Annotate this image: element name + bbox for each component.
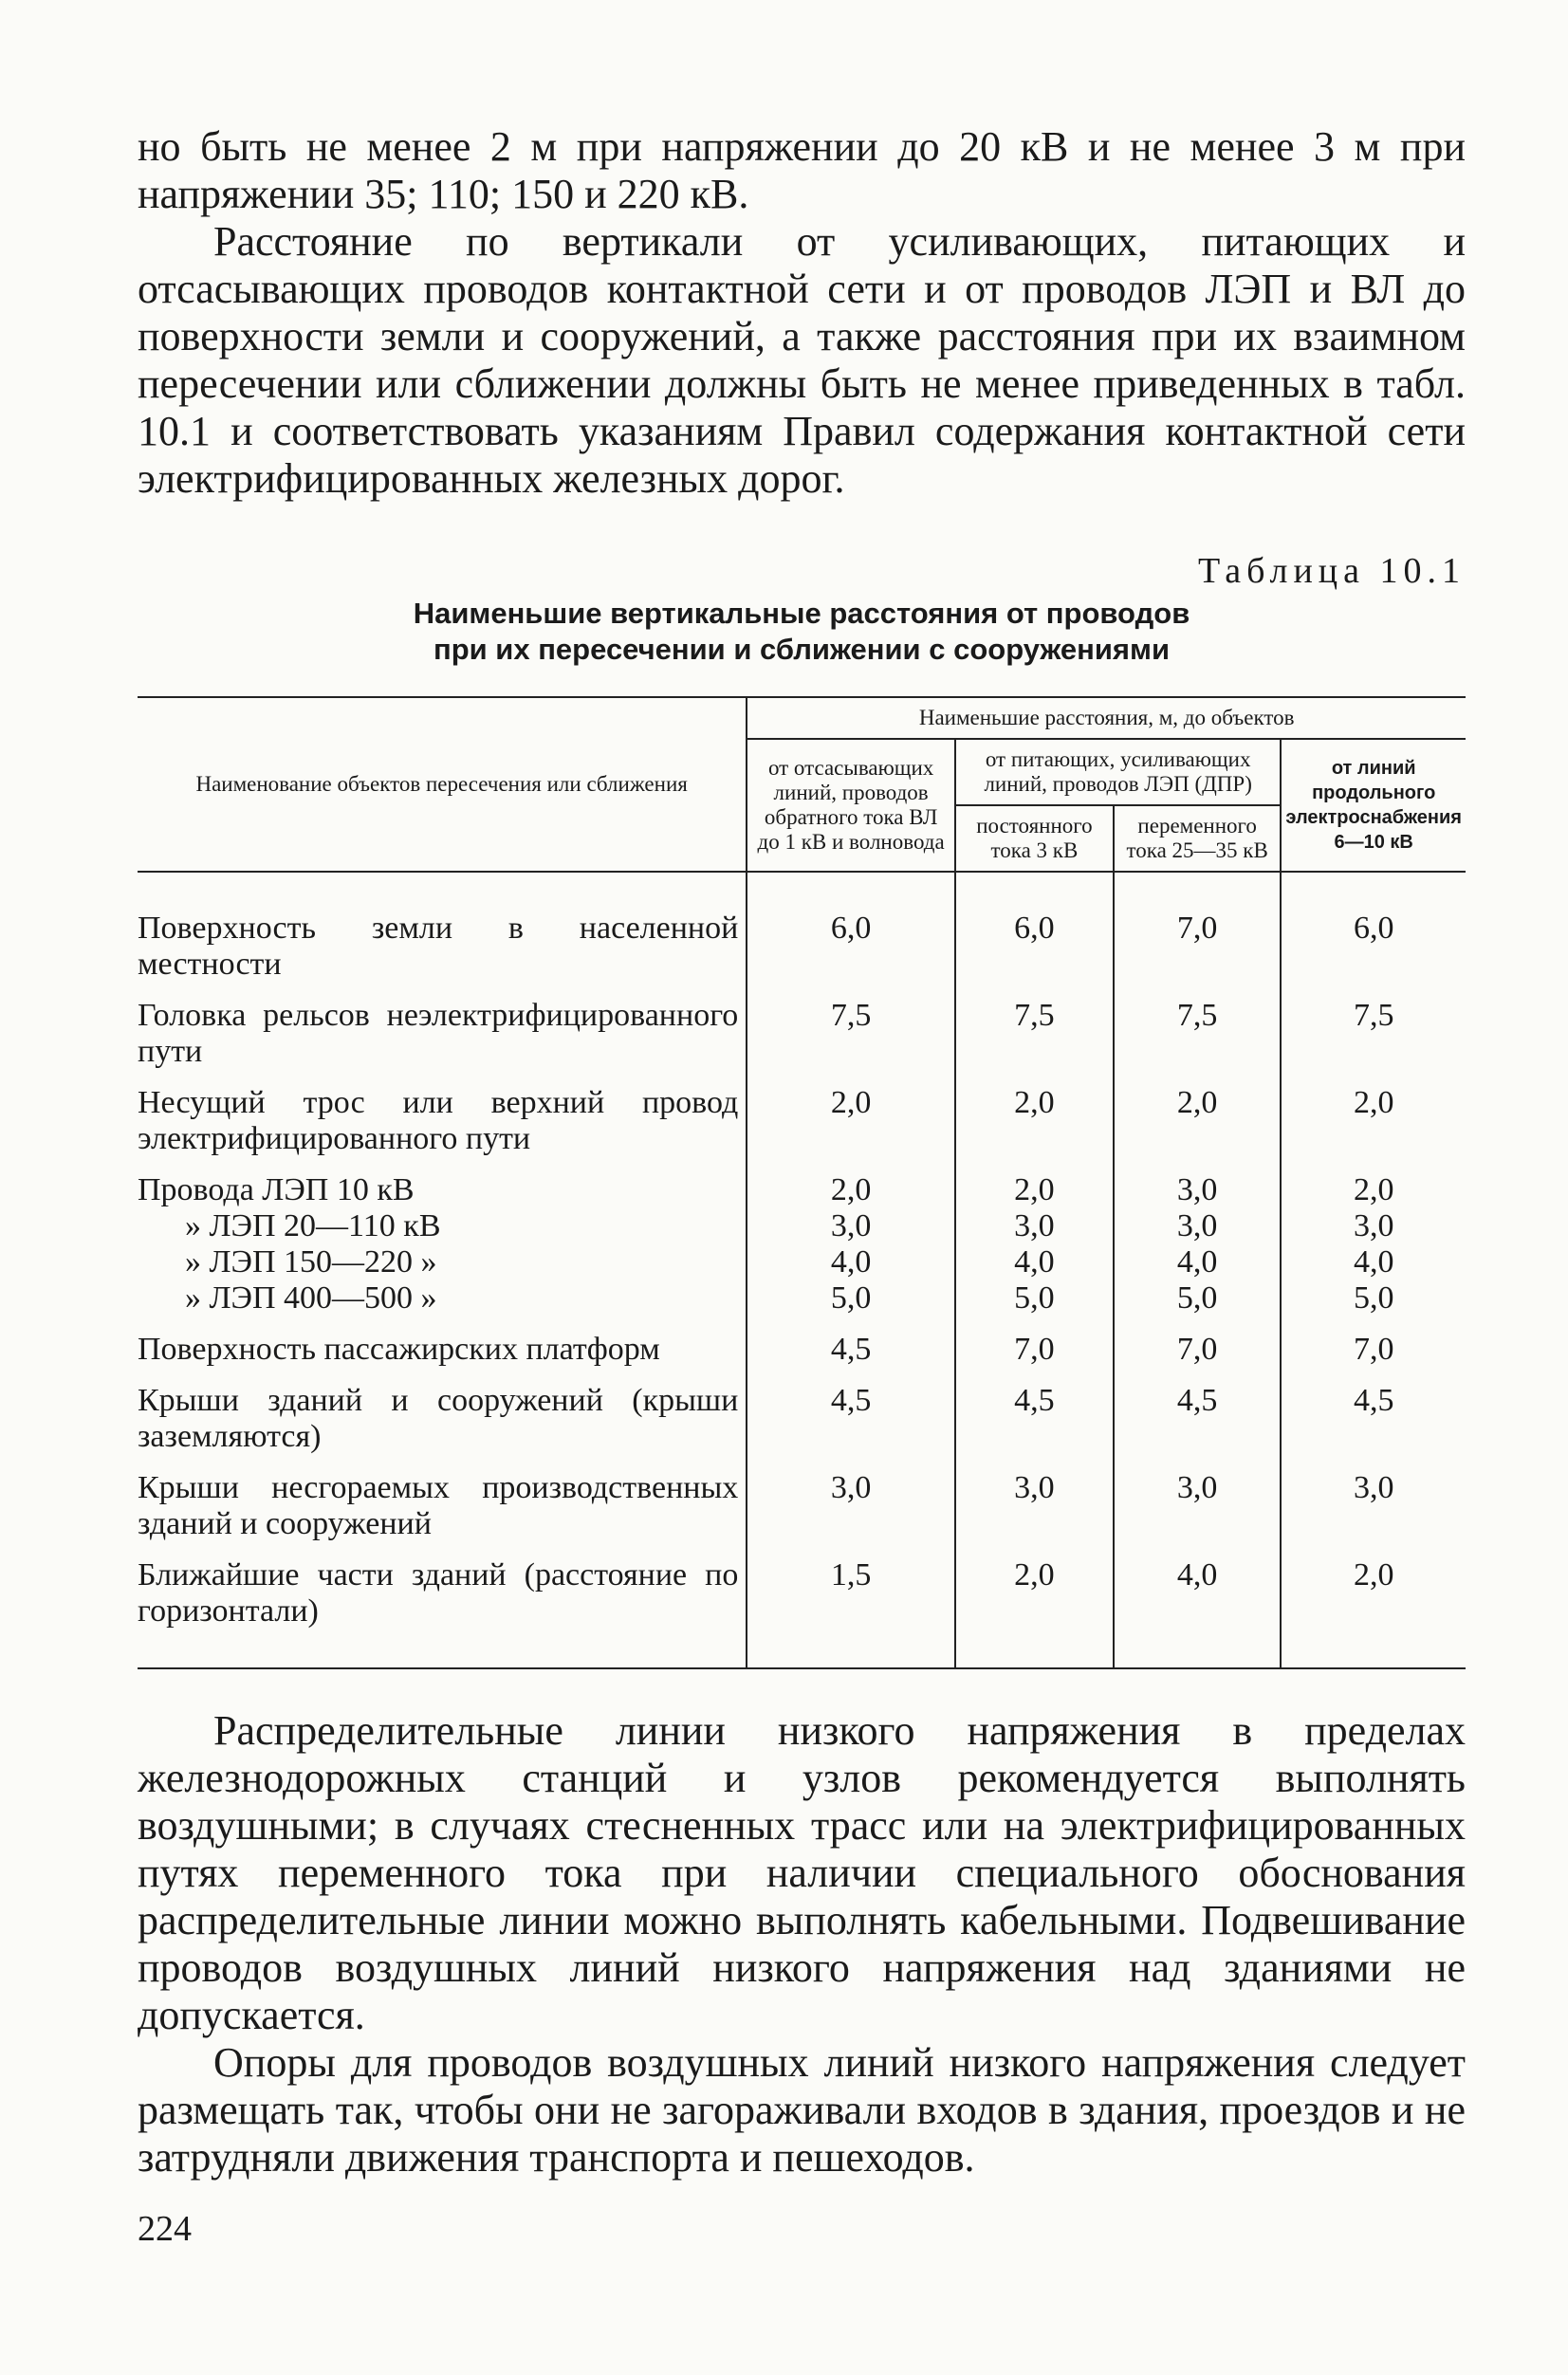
lep-line: » ЛЭП 20—110 кВ: [185, 1208, 441, 1243]
cell-value: 2,0: [1353, 1172, 1394, 1207]
cell-value: 7,5: [1114, 992, 1281, 1079]
cell-value: 4,0: [1353, 1244, 1394, 1280]
cell-value: 7,5: [747, 992, 955, 1079]
cell-values-lep-col-4: [1281, 1167, 1466, 1326]
cell-value: 7,0: [1114, 872, 1281, 992]
cell-value: 4,5: [1114, 1377, 1281, 1464]
cell-value: 3,0: [1281, 1464, 1466, 1552]
cell-value: 4,0: [1114, 1552, 1281, 1668]
row-name: Поверхность земли в населенной местности: [138, 911, 739, 982]
cell-value: 2,0: [1281, 1552, 1466, 1668]
cell-value: 2,0: [1014, 1172, 1055, 1207]
row-name: Несущий трос или верхний провод электрифицированного пути: [138, 1085, 739, 1156]
cell-value: 2,0: [747, 1079, 955, 1167]
header-name-col: Наименование объектов пересечения или сближения: [138, 697, 747, 872]
table-row: [138, 1552, 1466, 1668]
cell-value: 7,5: [955, 992, 1114, 1079]
page-number: 224: [138, 2209, 192, 2249]
cell-value: 5,0: [1353, 1280, 1394, 1316]
cell-value: 7,5: [1281, 992, 1466, 1079]
row-name: Ближайшие части зданий (расстояние по горизонтали): [138, 1557, 739, 1629]
cell-value: 5,0: [1176, 1280, 1218, 1316]
table-row: [138, 1326, 1466, 1377]
cell-value: 7,0: [1114, 1326, 1281, 1377]
cell-value: 3,0: [1353, 1208, 1394, 1243]
row-name-lep: [138, 1167, 747, 1326]
header-col-23-group: от питающих, усиливающих линий, проводов ЛЭП (ДПР): [955, 739, 1281, 805]
cell-value: 4,0: [1014, 1244, 1055, 1280]
table-row: [138, 1464, 1466, 1552]
cell-value: 4,5: [747, 1377, 955, 1464]
lep-line: » ЛЭП 150—220 »: [185, 1244, 437, 1280]
header-col-4: от линий продольного электроснабжения 6—10 кВ: [1281, 739, 1466, 872]
paragraph-3: Распределительные линии низкого напряжения в пределах железнодорожных станций и узлов рекомендуется выполнять воздушными; в случаях стесненных трасс или на электрифицированных путях переменного тока при наличии специального обоснования распределительные линии можно выполнять кабельными. Подвешивание проводов воздушных линий низкого напряжения над зданиями не допускается.: [138, 1707, 1466, 2038]
row-name: Крыши зданий и сооружений (крыши заземляются): [138, 1383, 739, 1454]
cell-values-lep-col-3: [1114, 1167, 1281, 1326]
cell-value: 5,0: [830, 1280, 872, 1316]
header-group: Наименьшие расстояния, м, до объектов: [747, 697, 1466, 739]
intro-paragraph-1: но быть не менее 2 м при напряжении до 20 кВ и не менее 3 м при напряжении 35; 110; 150 и 220 кВ.: [138, 123, 1466, 217]
header-col-2: постоянного тока 3 кВ: [955, 805, 1114, 872]
table-title: [138, 596, 1466, 668]
header-col-1: от отсасывающих линий, проводов обратного тока ВЛ до 1 кВ и волновода: [747, 739, 955, 872]
table-row: [138, 1079, 1466, 1167]
header-col-3: переменного тока 25—35 кВ: [1114, 805, 1281, 872]
cell-value: 4,5: [1281, 1377, 1466, 1464]
table-row: [138, 992, 1466, 1079]
cell-value: 6,0: [747, 872, 955, 992]
cell-value: 3,0: [1114, 1464, 1281, 1552]
cell-value: 4,5: [747, 1326, 955, 1377]
cell-value: 2,0: [830, 1172, 872, 1207]
table-title-line-1: Наименьшие вертикальные расстояния от проводов: [413, 597, 1190, 630]
cell-value: 3,0: [1176, 1208, 1218, 1243]
cell-value: 1,5: [747, 1552, 955, 1668]
cell-value: 2,0: [1114, 1079, 1281, 1167]
cell-value: 5,0: [1014, 1280, 1055, 1316]
cell-value: 4,5: [955, 1377, 1114, 1464]
cell-value: 2,0: [955, 1079, 1114, 1167]
table-label: Таблица 10.1: [1197, 551, 1466, 591]
intro-paragraph-2: Расстояние по вертикали от усиливающих, питающих и отсасывающих проводов контактной сети и от проводов ЛЭП и ВЛ до поверхности земли и сооружений, а также расстояния при их взаимном пересечении или сближении должны быть не менее приведенных в табл. 10.1 и соответствовать указаниям Правил содержания контактной сети электрифицированных железных дорог.: [138, 218, 1466, 502]
cell-value: 6,0: [1281, 872, 1466, 992]
paragraph-4: Опоры для проводов воздушных линий низкого напряжения следует размещать так, чтобы они не загораживали входов в здания, проездов и не затрудняли движения транспорта и пешеходов.: [138, 2039, 1466, 2181]
cell-values-lep-col-1: [747, 1167, 955, 1326]
lep-line: Провода ЛЭП 10 кВ: [138, 1172, 415, 1207]
row-name: Крыши несгораемых производственных зданий и сооружений: [138, 1470, 739, 1541]
cell-value: 7,0: [1281, 1326, 1466, 1377]
cell-value: 3,0: [830, 1208, 872, 1243]
table-row: [138, 1377, 1466, 1464]
cell-value: 3,0: [955, 1464, 1114, 1552]
cell-value: 3,0: [1176, 1172, 1218, 1207]
page: [138, 123, 1466, 2250]
cell-value: 4,0: [830, 1244, 872, 1280]
table-row-lep: [138, 1167, 1466, 1326]
table-row: [138, 872, 1466, 992]
table-title-line-2: при их пересечении и сближении с сооружениями: [433, 633, 1171, 666]
distance-table: [138, 696, 1466, 1669]
lep-line: » ЛЭП 400—500 »: [185, 1280, 437, 1316]
cell-value: 2,0: [1281, 1079, 1466, 1167]
cell-value: 3,0: [1014, 1208, 1055, 1243]
row-name: Поверхность пассажирских платформ: [138, 1332, 660, 1367]
cell-value: 4,0: [1176, 1244, 1218, 1280]
row-name: Головка рельсов неэлектрифицированного пути: [138, 998, 739, 1069]
cell-values-lep-col-2: [955, 1167, 1114, 1326]
cell-value: 2,0: [955, 1552, 1114, 1668]
cell-value: 6,0: [955, 872, 1114, 992]
cell-value: 3,0: [747, 1464, 955, 1552]
cell-value: 7,0: [955, 1326, 1114, 1377]
